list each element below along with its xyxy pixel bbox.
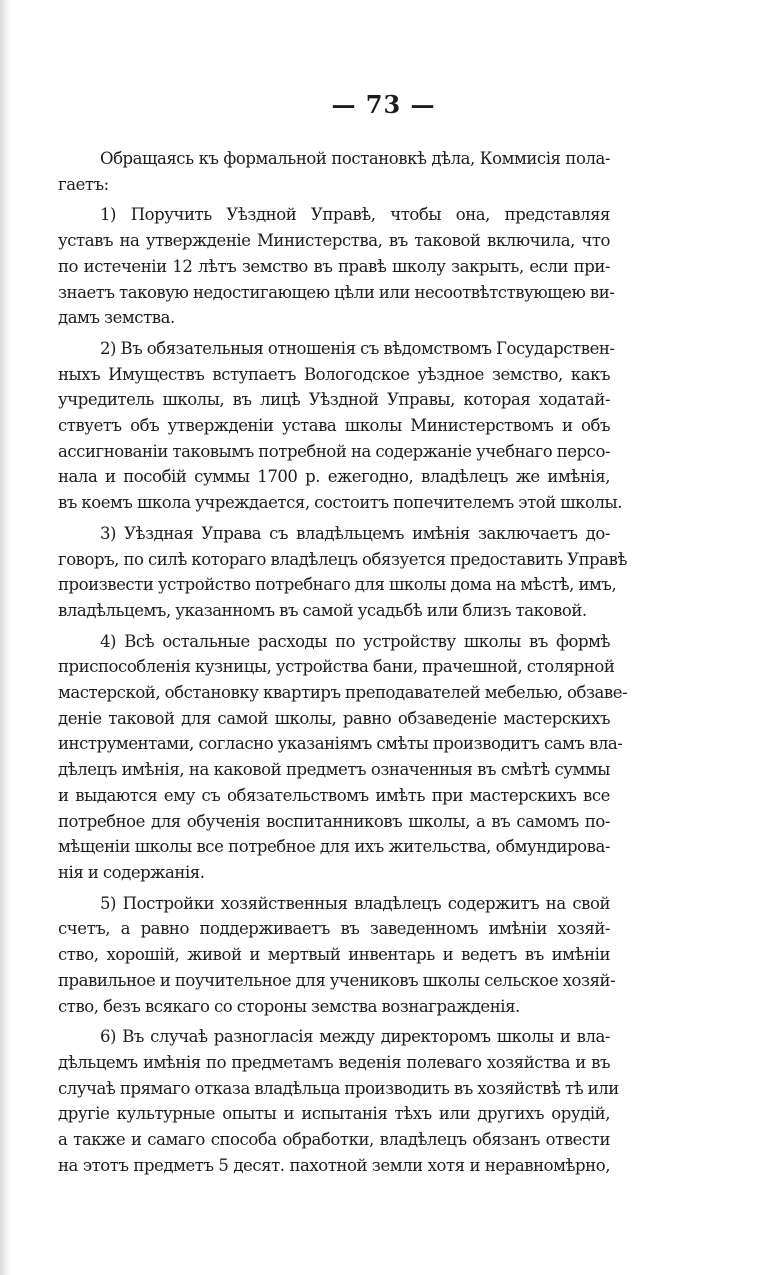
page-number: — 73 — bbox=[331, 90, 436, 119]
body-text bbox=[58, 146, 628, 1183]
text-line: правильное и поучительное для учениковъ школы сельское хозяй- bbox=[58, 970, 616, 990]
text-line: на этотъ предметъ 5 десят. пахотной земли хотя и неравномѣрно, bbox=[58, 1155, 610, 1175]
text-line: другіе культурные опыты и испытанія тѣхъ или другихъ орудій, bbox=[58, 1104, 610, 1124]
text-line: 1) Поручить Уѣздной Управѣ, чтобы она, представляя bbox=[100, 205, 610, 225]
text-line: знаетъ таковую недостигающею цѣли или несоотвѣтствующею ви- bbox=[58, 282, 615, 302]
text-line: гаетъ: bbox=[58, 174, 109, 194]
text-line: нія и содержанія. bbox=[58, 862, 205, 882]
paragraph-item-1 bbox=[58, 202, 615, 331]
paragraph-item-3 bbox=[58, 521, 627, 624]
text-line: инструментами, согласно указаніямъ смѣты производитъ самъ вла- bbox=[58, 734, 623, 754]
text-line: Обращаясь къ формальной постановкѣ дѣла, Коммисія пола- bbox=[100, 149, 610, 168]
text-line: по истеченіи 12 лѣтъ земство въ правѣ школу закрыть, если при- bbox=[58, 256, 610, 276]
text-line: ство, хорошій, живой и мертвый инвентарь и ведетъ въ имѣніи bbox=[58, 945, 610, 965]
text-line: ныхъ Имуществъ вступаетъ Вологодское уѣздное земство, какъ bbox=[58, 364, 610, 384]
text-line: и выдаются ему съ обязательствомъ имѣть при мастерскихъ все bbox=[58, 785, 610, 805]
text-line: произвести устройство потребнаго для школы дома на мѣстѣ, имъ, bbox=[58, 575, 617, 595]
paragraph-item-5 bbox=[58, 891, 616, 1020]
text-line: а также и самаго способа обработки, владѣлецъ обязанъ отвести bbox=[58, 1130, 610, 1150]
text-line: владѣльцемъ, указанномъ въ самой усадьбѣ или близъ таковой. bbox=[58, 600, 587, 620]
text-line: 2) Въ обязательныя отношенія съ вѣдомствомъ Государствен- bbox=[100, 338, 615, 358]
text-line: дѣльцемъ имѣнія по предметамъ веденія полеваго хозяйства и въ bbox=[58, 1052, 610, 1072]
text-line: дамъ земства. bbox=[58, 308, 175, 328]
text-line: приспособленія кузницы, устройства бани, прачешной, столярной bbox=[58, 657, 615, 677]
text-line: говоръ, по силѣ котораго владѣлецъ обязуется предоставить Управѣ bbox=[58, 549, 627, 569]
text-line: потребное для обученія воспитанниковъ школы, а въ самомъ по- bbox=[58, 811, 610, 831]
paragraph-item-6 bbox=[58, 1024, 619, 1178]
page-left-edge-shadow bbox=[0, 0, 12, 1275]
text-line: ствуетъ объ утвержденіи устава школы Министерствомъ и объ bbox=[58, 416, 610, 436]
text-line: случаѣ прямаго отказа владѣльца производить въ хозяйствѣ тѣ или bbox=[58, 1078, 619, 1098]
text-line: ассигнованіи таковымъ потребной на содержаніе учебнаго персо- bbox=[58, 441, 611, 461]
paragraph-item-4 bbox=[58, 629, 628, 886]
text-line: уставъ на утвержденіе Министерства, въ таковой включила, что bbox=[58, 231, 610, 251]
text-line: 5) Постройки хозяйственныя владѣлецъ содержитъ на свой bbox=[100, 893, 610, 913]
text-line: 3) Уѣздная Управа съ владѣльцемъ имѣнія заключаетъ до- bbox=[100, 523, 610, 543]
paragraph-item-2 bbox=[58, 336, 623, 516]
text-line: счетъ, а равно поддерживаетъ въ заведенномъ имѣніи хозяй- bbox=[58, 919, 610, 939]
text-line: 4) Всѣ остальные расходы по устройству школы въ формѣ bbox=[100, 631, 610, 651]
text-line: въ коемъ школа учреждается, состоитъ попечителемъ этой школы. bbox=[58, 493, 623, 513]
text-line: учредитель школы, въ лицѣ Уѣздной Управы, которая ходатай- bbox=[58, 390, 610, 410]
text-line: мастерской, обстановку квартиръ преподавателей мебелью, обзаве- bbox=[58, 683, 628, 703]
text-line: мѣщеніи школы все потребное для ихъ жительства, обмундирова- bbox=[58, 837, 610, 857]
text-line: деніе таковой для самой школы, равно обзаведеніе мастерскихъ bbox=[58, 708, 610, 728]
text-line: дѣлецъ имѣнія, на каковой предметъ означенныя въ смѣтѣ суммы bbox=[58, 760, 610, 780]
text-line: ство, безъ всякаго со стороны земства вознагражденія. bbox=[58, 996, 520, 1016]
text-line: нала и пособій суммы 1700 р. ежегодно, владѣлецъ же имѣнія, bbox=[58, 467, 610, 487]
text-line: 6) Въ случаѣ разногласія между директоромъ школы и вла- bbox=[100, 1027, 610, 1047]
paragraph-intro bbox=[58, 146, 610, 197]
